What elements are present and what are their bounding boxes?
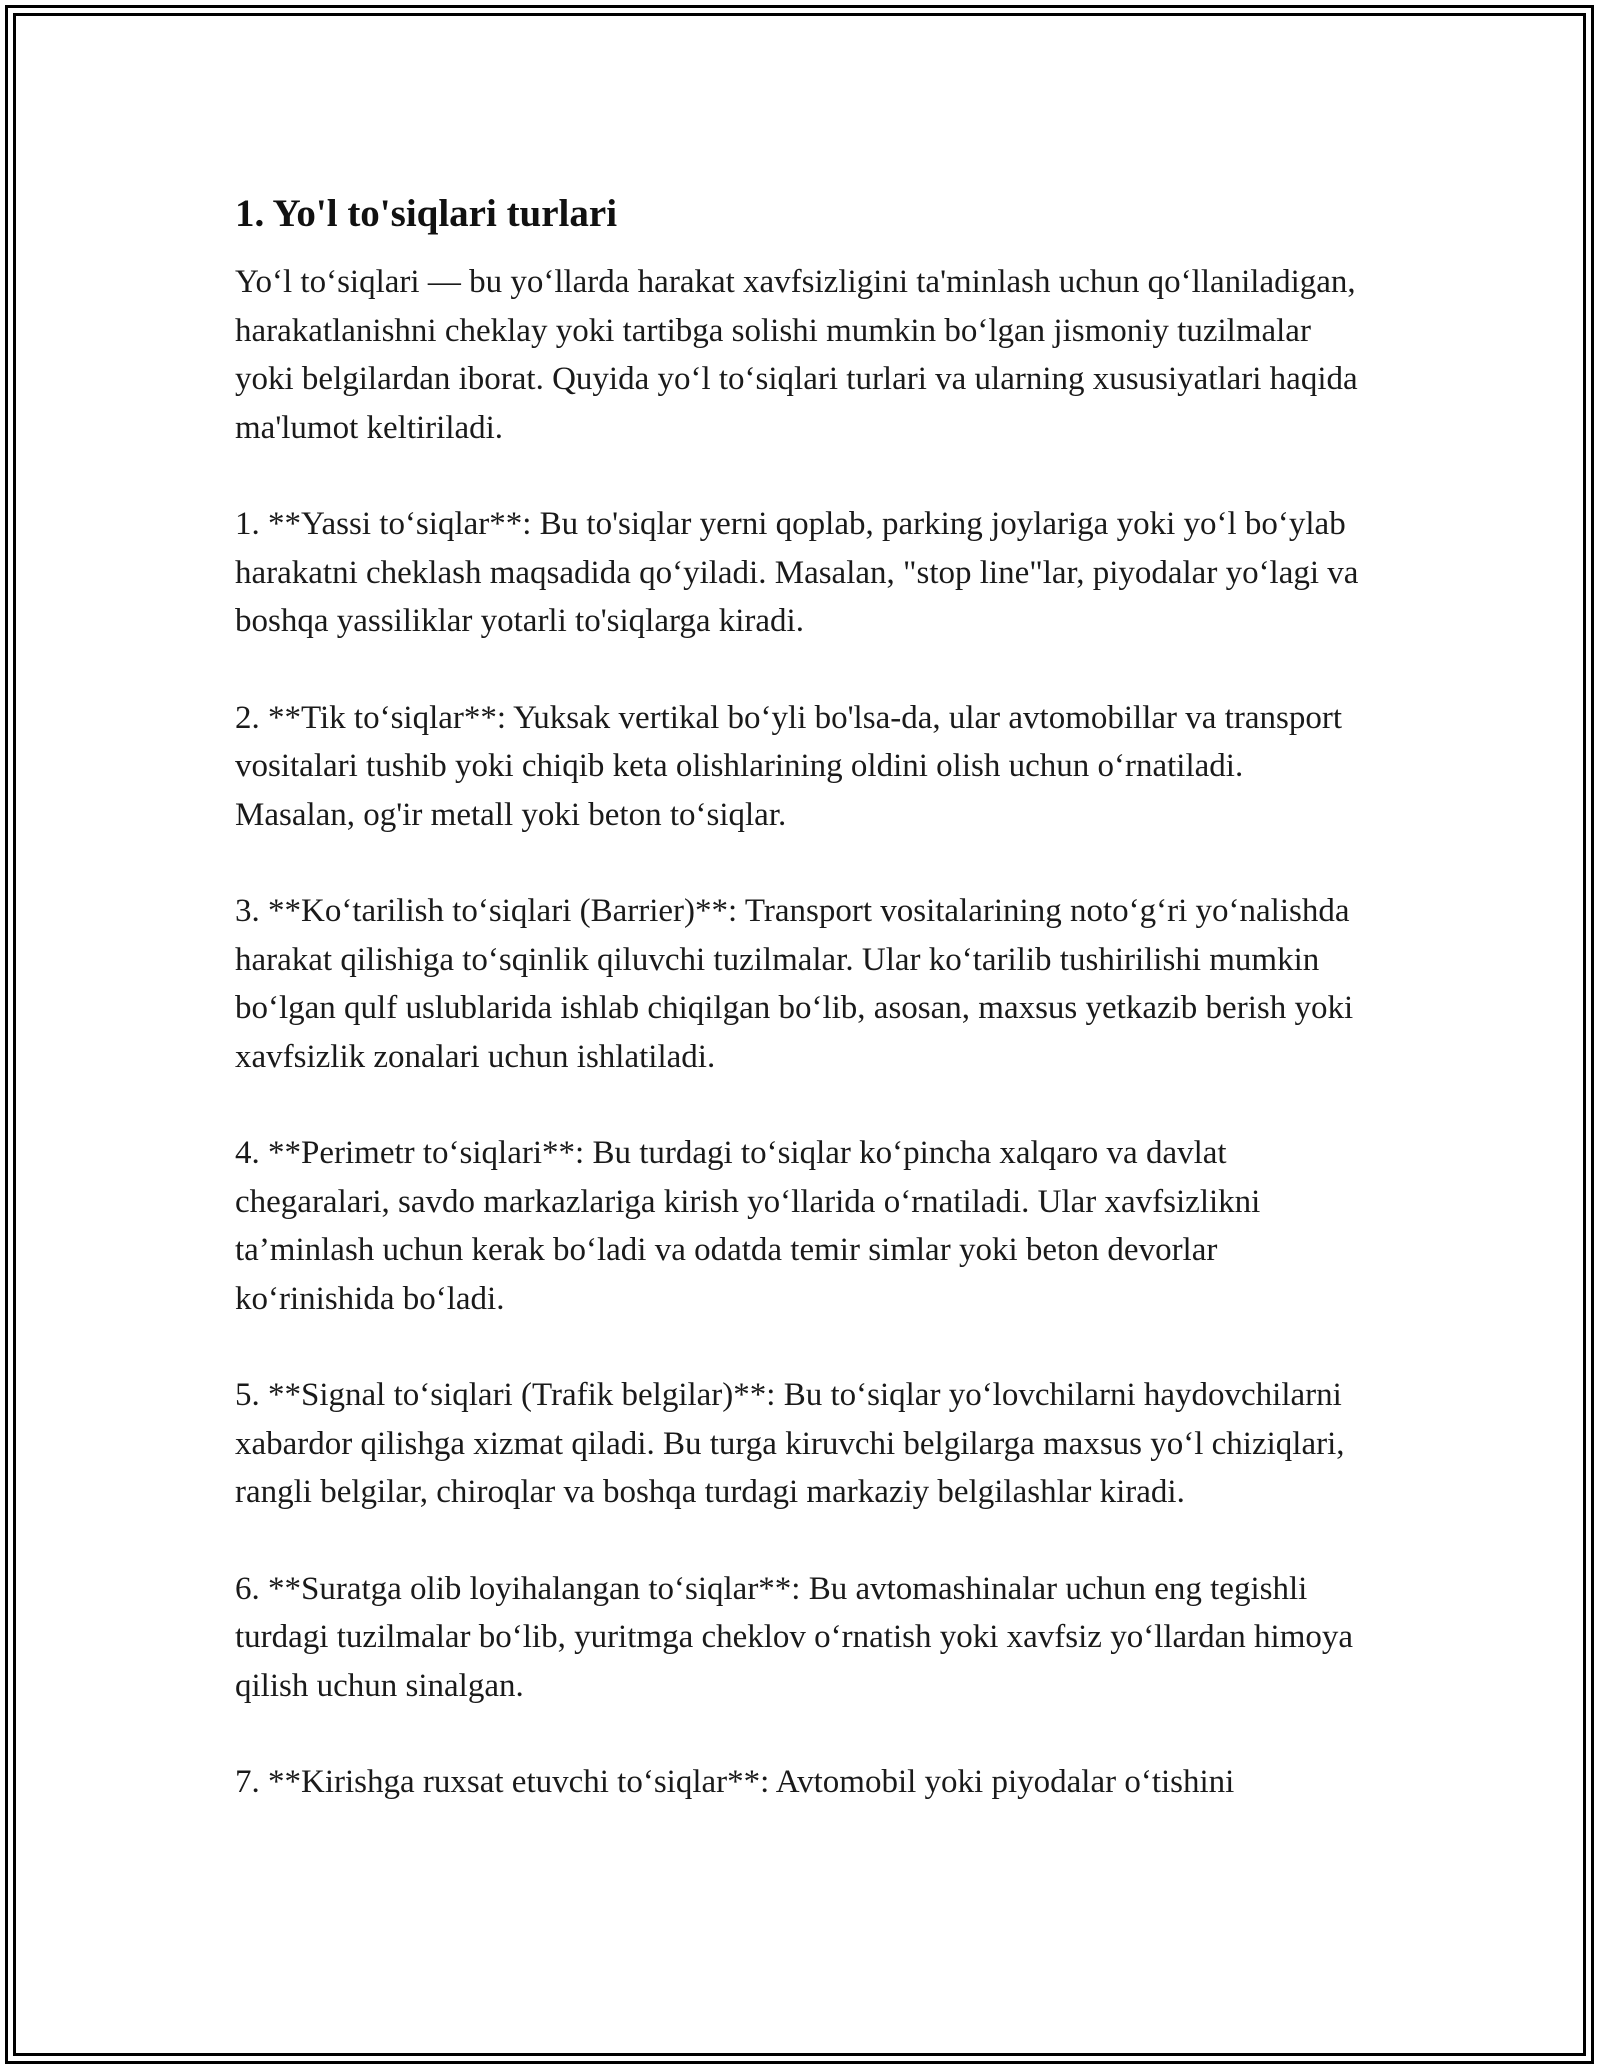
paragraph-item-1: 1. **Yassi to‘siqlar**: Bu to'siqlar yerni qoplab, parking joylariga yoki yo‘l bo‘ylab harakatni cheklash maqsadida qo‘yiladi. Masalan, "stop line"lar, piyodalar yo‘lagi va boshqa yassiliklar yotarli to'siqlarga kiradi. — [235, 506, 1359, 639]
paragraph-item-5: 5. **Signal to‘siqlari (Trafik belgilar)**: Bu to‘siqlar yo‘lovchilarni haydovchilarni xabardor qilishga xizmat qiladi. Bu turga kiruvchi belgilarga maxsus yo‘l chiziqlari, rangli belgilar, chiroqlar va boshqa turdagi markaziy belgilashlar kiradi. — [235, 1377, 1345, 1510]
document-title: 1. Yo'l to'siqlari turlari — [235, 192, 618, 235]
paragraph-item-7: 7. **Kirishga ruxsat etuvchi to‘siqlar**: Avtomobil yoki piyodalar o‘tishini — [235, 1764, 1235, 1800]
paragraph-intro: Yo‘l to‘siqlari — bu yo‘llarda harakat xavfsizligini ta'minlash uchun qo‘llaniladigan, harakatlanishni cheklay yoki tartibga solishi mumkin bo‘lgan jismoniy tuzilmalar yoki belgilardan iborat. Quyida yo‘l to‘siqlari turlari va ularning xususiyatlari haqida ma'lumot keltiriladi. — [235, 264, 1358, 446]
document-body — [235, 188, 1365, 1855]
paragraph-item-2: 2. **Tik to‘siqlar**: Yuksak vertikal bo‘yli bo'lsa-da, ular avtomobillar va transport vositalari tushib yoki chiqib keta olishlarining oldini olish uchun o‘rnatiladi. Masalan, og'ir metall yoki beton to‘siqlar. — [235, 699, 1342, 833]
paragraph-item-3: 3. **Ko‘tarilish to‘siqlari (Barrier)**: Transport vositalarining noto‘g‘ri yo‘nalishda harakat qilishiga to‘sqinlik qiluvchi tuzilmalar. Ular ko‘tarilib tushirilishi mumkin bo‘lgan qulf uslublarida ishlab chiqilgan bo‘lib, asosan, maxsus yetkazib berish yoki xavfsizlik zonalari uchun ishlatiladi. — [235, 893, 1354, 1075]
paragraph-item-6: 6. **Suratga olib loyihalangan to‘siqlar**: Bu avtomashinalar uchun eng tegishli turdagi tuzilmalar bo‘lib, yuritmga cheklov o‘rnatish yoki xavfsiz yo‘llardan himoya qilish uchun sinalgan. — [235, 1570, 1354, 1704]
paragraph-item-4: 4. **Perimetr to‘siqlari**: Bu turdagi to‘siqlar ko‘pincha xalqaro va davlat chegaralari, savdo markazlariga kirish yo‘llarida o‘rnatiladi. Ular xavfsizlikni ta’minlash uchun kerak bo‘ladi va odatda temir simlar yoki beton devorlar ko‘rinishida bo‘ladi. — [235, 1135, 1261, 1317]
